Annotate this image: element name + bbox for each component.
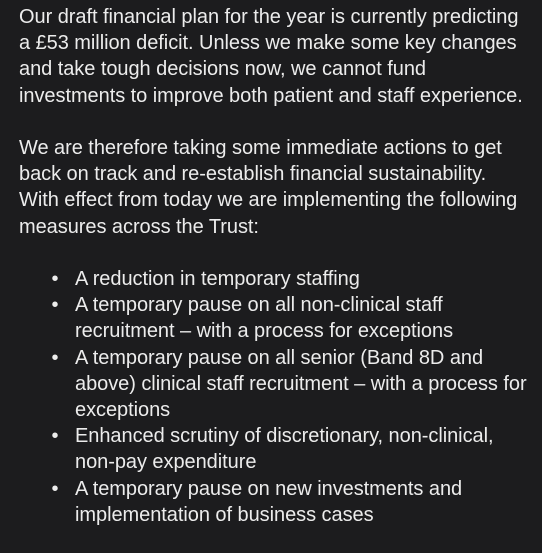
measure-text: A temporary pause on all senior (Band 8D and above) clinical staff recruitment – with a process for exceptions <box>75 346 527 422</box>
measures-list <box>19 266 531 528</box>
bullet-icon: • <box>51 268 59 290</box>
measure-text: A reduction in temporary staffing <box>75 268 360 290</box>
measure-text: A temporary pause on all non-clinical staff recruitment – with a process for exceptions <box>75 294 454 343</box>
list-item <box>19 292 531 344</box>
measure-text: A temporary pause on new investments and implementation of business cases <box>75 477 463 526</box>
deficit-paragraph: Our draft financial plan for the year is currently predicting a £53 million deficit. Unless we make some key changes and take tough decisions now, we cannot fund investments to improve both patient and staff experience. <box>19 6 523 107</box>
bullet-icon: • <box>51 425 59 448</box>
bullet-icon: • <box>51 477 59 500</box>
bullet-icon: • <box>51 346 59 369</box>
list-item <box>19 423 531 475</box>
list-item <box>19 476 531 528</box>
list-item <box>19 345 531 424</box>
bullet-icon: • <box>51 294 59 317</box>
measure-text: Enhanced scrutiny of discretionary, non-clinical, non-pay expenditure <box>75 425 494 474</box>
list-item <box>19 266 531 292</box>
actions-paragraph: We are therefore taking some immediate actions to get back on track and re-establish financial sustainability. With effect from today we are implementing the following measures across the Trust: <box>19 137 518 238</box>
